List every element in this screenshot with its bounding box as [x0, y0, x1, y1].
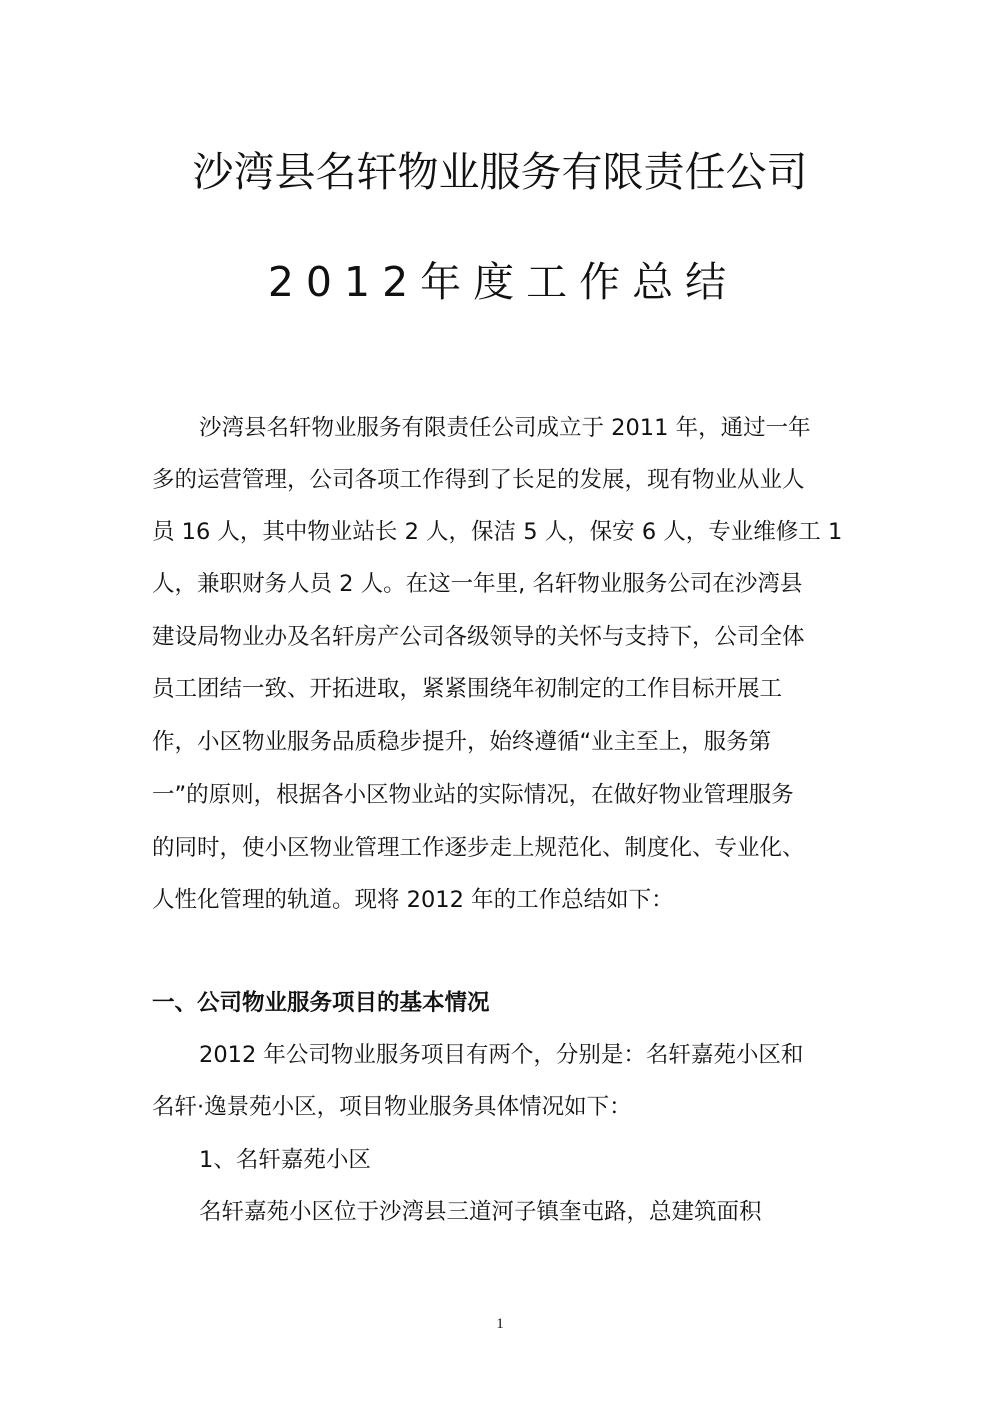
page-number: 1 — [496, 1316, 504, 1332]
paragraph-line: 员工团结一致、开拓进取，紧紧围绕年初制定的工作目标开展工 — [152, 676, 783, 702]
paragraph-line: 人，兼职财务人员 2 人。在这一年里, 名轩物业服务公司在沙湾县 — [152, 571, 803, 597]
subsection-heading: 1、名轩嘉苑小区 — [199, 1147, 371, 1173]
paragraph-line: 多的运营管理，公司各项工作得到了长足的发展，现有物业从业人 — [152, 467, 805, 493]
paragraph-line: 沙湾县名轩物业服务有限责任公司成立于 2011 年，通过一年 — [199, 415, 811, 441]
paragraph-line: 的同时，使小区物业管理工作逐步走上规范化、制度化、专业化、 — [152, 835, 805, 861]
paragraph-line: 员 16 人，其中物业站长 2 人，保洁 5 人，保安 6 人，专业维修工 1 — [152, 519, 843, 545]
paragraph-line: 一”的原则，根据各小区物业站的实际情况，在做好物业管理服务 — [152, 782, 794, 808]
section-heading: 一、公司物业服务项目的基本情况 — [152, 990, 490, 1016]
paragraph-line: 人性化管理的轨道。现将 2012 年的工作总结如下： — [152, 887, 674, 913]
paragraph-line: 建设局物业办及名轩房产公司各级领导的关怀与支持下，公司全体 — [152, 624, 805, 650]
paragraph-line: 名轩·逸景苑小区，项目物业服务具体情况如下： — [152, 1094, 632, 1120]
paragraph-line: 作，小区物业服务品质稳步提升，始终遵循“业主至上，服务第 — [152, 729, 772, 755]
paragraph-line: 名轩嘉苑小区位于沙湾县三道河子镇奎屯路，总建筑面积 — [199, 1199, 762, 1225]
document-subtitle: 2012年度工作总结 — [267, 258, 739, 306]
paragraph-line: 2012 年公司物业服务项目有两个，分别是：名轩嘉苑小区和 — [199, 1042, 804, 1068]
document-title: 沙湾县名轩物业服务有限责任公司 — [192, 148, 808, 196]
